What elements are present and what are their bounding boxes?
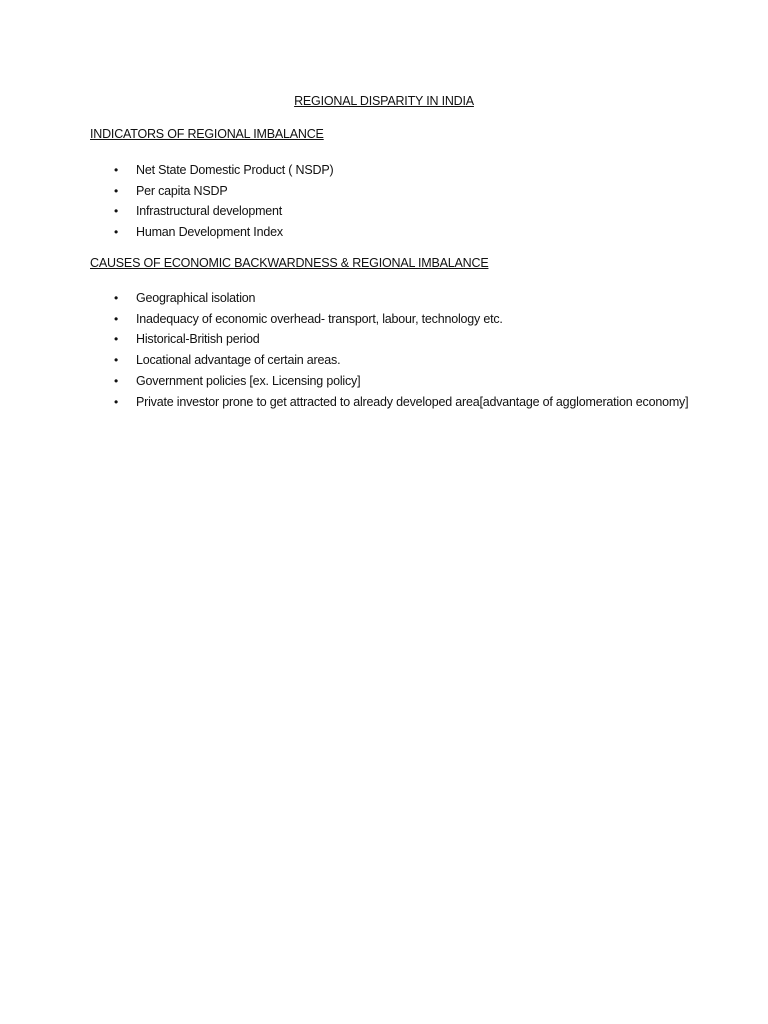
list-item [114,160,694,181]
causes-list [114,288,694,412]
list-item [114,288,694,309]
section-heading-causes: CAUSES OF ECONOMIC BACKWARDNESS & REGIONAL IMBALANCE [90,256,489,270]
list-item-text: Geographical isolation [136,291,256,305]
bullet-icon: • [114,204,119,219]
list-item-text: Government policies [ex. Licensing policy] [136,373,361,388]
list-item [114,350,694,371]
bullet-icon: • [114,291,119,305]
list-item-text: Infrastructural development [136,204,283,219]
list-item [114,181,694,202]
list-item [114,329,694,350]
bullet-icon: • [114,183,119,198]
bullet-icon: • [114,311,119,326]
bullet-icon: • [114,353,119,368]
indicators-list [114,160,694,243]
list-item-text: Inadequacy of economic overhead- transport, labour, technology etc. [136,311,503,326]
list-item-text: Human Development Index [136,225,283,240]
list-item-text: Net State Domestic Product ( NSDP) [136,163,334,177]
document-title: REGIONAL DISPARITY IN INDIA [294,94,474,108]
list-item [114,392,694,413]
section-heading-indicators: INDICATORS OF REGIONAL IMBALANCE [90,127,324,141]
bullet-icon: • [114,332,119,347]
list-item-text: Per capita NSDP [136,183,228,198]
bullet-icon: • [114,163,119,177]
list-item-text: Historical-British period [136,332,260,347]
list-item [114,371,694,392]
list-item [114,309,694,330]
list-item-text: Locational advantage of certain areas. [136,353,341,368]
list-item-text: Private investor prone to get attracted to already developed area[advantage of agglomeration economy] [136,394,689,409]
list-item [114,222,694,243]
bullet-icon: • [114,394,119,409]
list-item [114,201,694,222]
bullet-icon: • [114,373,119,388]
bullet-icon: • [114,225,119,240]
